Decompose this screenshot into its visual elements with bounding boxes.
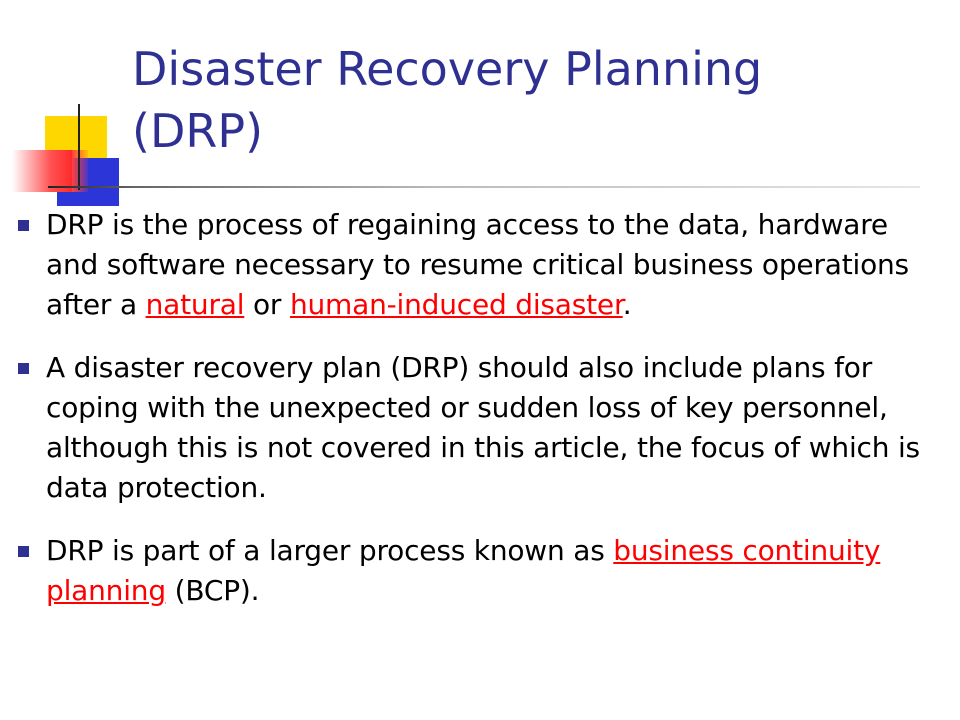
bullet-text: DRP is part of a larger process known as xyxy=(46,534,614,567)
logo-vertical-line xyxy=(78,104,80,190)
slide-title-line2: (DRP) xyxy=(132,104,264,158)
bullet-text: A disaster recovery plan (DRP) should also include plans for coping with the unexpected or sudden loss of key personnel, although this is not covered in this article, the focus of which is data protection. xyxy=(46,351,920,504)
bullet-text: . xyxy=(622,288,632,321)
bullet-text: or xyxy=(244,288,290,321)
link-natural[interactable]: natural xyxy=(145,288,245,321)
link-human-induced-disaster[interactable]: human-induced disaster xyxy=(289,288,623,321)
bullet-list xyxy=(18,205,938,634)
bullet-text: DRP is the process of regaining access to the data, hardware and software necessary to resume critical business operations after a xyxy=(46,208,909,321)
link-business-continuity-planning[interactable]: business continuity planning xyxy=(46,534,881,607)
slide-title xyxy=(132,38,912,162)
bullet-square-icon xyxy=(18,363,29,374)
bullet-drp-definition xyxy=(18,205,938,325)
bullet-square-icon xyxy=(18,220,29,231)
bullet-key-personnel xyxy=(18,348,938,508)
bullet-square-icon xyxy=(18,546,29,557)
title-divider-line xyxy=(48,186,920,188)
slide-title-line1: Disaster Recovery Planning xyxy=(132,42,763,96)
bullet-text: (BCP). xyxy=(165,574,260,607)
bullet-bcp xyxy=(18,531,938,611)
